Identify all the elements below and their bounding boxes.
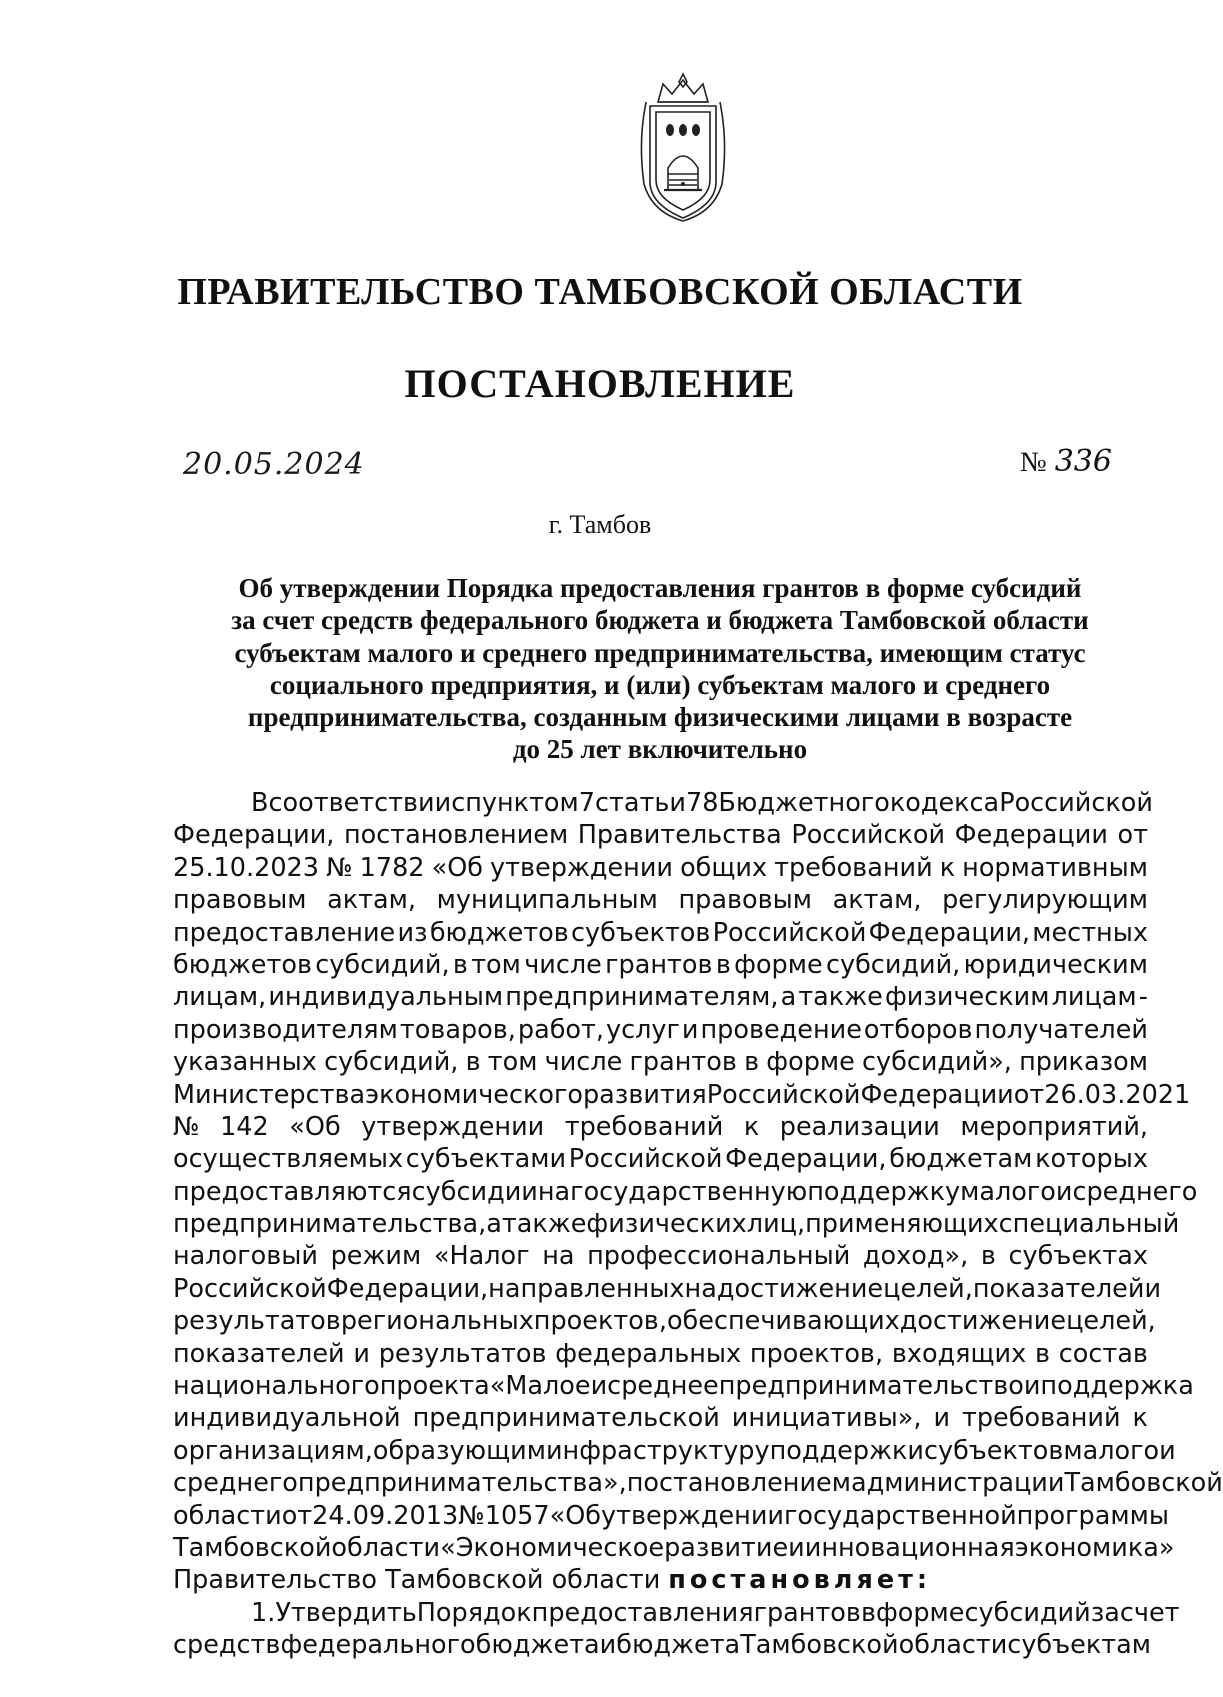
word: субсидий, (324, 1047, 459, 1078)
word: «Экономическое (440, 1532, 665, 1563)
word: специальный (998, 1209, 1180, 1240)
word: и (1144, 1273, 1162, 1304)
word: предпринимательства», (297, 1468, 627, 1499)
word: 1057 (484, 1500, 550, 1531)
word: 25.10.2023 (173, 852, 320, 883)
word: также (798, 982, 883, 1013)
word: предоставляются (173, 1176, 412, 1207)
word: производителям (173, 1014, 398, 1045)
word: бюджетов (429, 917, 569, 948)
word: в (452, 949, 468, 980)
word: и (788, 1532, 805, 1563)
word: экономика» (1014, 1532, 1175, 1563)
word: проектов, (533, 1306, 667, 1337)
body-line (173, 917, 1148, 949)
word: образующим (372, 1435, 546, 1466)
word: области (331, 1532, 441, 1563)
word: № (173, 1111, 200, 1142)
word: «Об (431, 852, 483, 883)
word: и (1055, 1176, 1073, 1207)
word: числе (544, 1047, 623, 1078)
word: утверждении (361, 1111, 545, 1142)
word: 78 (685, 788, 719, 818)
word: форме (734, 949, 823, 980)
word: достижение (899, 1306, 1067, 1337)
word: в (465, 1047, 481, 1078)
body-line (173, 1176, 1198, 1208)
word: субсидий, (825, 949, 961, 980)
heading-line: субъектам малого и среднего предпринимательства, имеющим статус (234, 637, 1086, 668)
word: указанных (173, 1047, 317, 1078)
word: Федерации, (868, 917, 1031, 948)
word: программы (1016, 1500, 1169, 1531)
word: развитие (664, 1532, 789, 1563)
word: режим (330, 1241, 422, 1272)
word: Тамбовской (173, 1532, 332, 1563)
body-line (173, 1435, 1176, 1467)
word: реализации (779, 1111, 940, 1142)
word: на (684, 1273, 717, 1304)
word: и (933, 1403, 951, 1434)
word: и (353, 1338, 370, 1369)
word: проекта (379, 1371, 490, 1402)
word: субсидий (964, 1597, 1091, 1628)
word: Тамбовской (740, 1630, 899, 1661)
word: 26.03.2021 (1044, 1079, 1191, 1110)
word: поддержка (1040, 1371, 1194, 1402)
body-line (173, 787, 1153, 819)
body-line (173, 1143, 1148, 1175)
word: осуществляемых (173, 1144, 404, 1175)
word: на (537, 1176, 571, 1207)
word: регулирующим (942, 885, 1148, 916)
document-body (173, 787, 1223, 1662)
word: 142 (220, 1111, 269, 1142)
word: поддержки (769, 1435, 924, 1466)
heading-line: до 25 лет включительно (512, 734, 808, 765)
word: субъектах (1008, 1241, 1148, 1272)
word: из (397, 917, 428, 948)
word: экономического (365, 1079, 583, 1110)
word: Российской (173, 1273, 327, 1304)
word: состав (1058, 1338, 1148, 1369)
word: направленных (488, 1273, 685, 1304)
word: администрации (850, 1468, 1065, 1499)
heading-line: предпринимательства, созданным физическими лицами в возрасте (247, 702, 1073, 733)
word: грантов (629, 1047, 737, 1078)
word: с (451, 788, 466, 818)
word: лицам (1051, 982, 1137, 1013)
word: среднего (1072, 1176, 1198, 1207)
closing-line (173, 1564, 1148, 1596)
word: в (860, 1597, 876, 1628)
word: бюджета (616, 1630, 741, 1661)
word: статьи (595, 788, 686, 818)
body-line (173, 1079, 1191, 1111)
word: актам, (832, 885, 922, 916)
word: области (173, 1500, 282, 1531)
word: Федерации, (326, 1273, 489, 1304)
word: Федерации (860, 1079, 1014, 1110)
word: индивидуальным (268, 982, 504, 1013)
body-line (173, 884, 1148, 916)
word: в (1034, 1338, 1050, 1369)
word: бюджета (475, 1630, 600, 1661)
word: правовым (173, 885, 307, 916)
word: «Налог (433, 1241, 530, 1272)
word: поддержку (807, 1176, 961, 1207)
word: требований (962, 1403, 1121, 1434)
word: лиц, (746, 1209, 806, 1240)
word: к (1132, 1403, 1148, 1434)
word: бюджетам (889, 1144, 1033, 1175)
document-number (1020, 444, 1112, 479)
word: предпринимательство (718, 1371, 1024, 1402)
word: № (458, 1500, 485, 1531)
word: соответствии (268, 788, 452, 818)
word: доход», (862, 1241, 969, 1272)
word: общих (680, 852, 768, 883)
word: 1782 (359, 852, 425, 883)
word: юридическим (963, 949, 1148, 980)
body-line (173, 1208, 1180, 1240)
body-line (173, 1370, 1194, 1402)
word: правовым (678, 885, 812, 916)
word: субсидий, (315, 949, 450, 980)
word: целей, (1066, 1306, 1156, 1337)
handwritten-date: 20.05.2024 (183, 447, 365, 482)
word: государственной (784, 1500, 1017, 1531)
word: профессиональный (587, 1241, 851, 1272)
word: национального (173, 1371, 380, 1402)
word: Правительства (577, 820, 782, 851)
item-line (173, 1629, 1151, 1661)
tambov-coat-of-arms-icon (628, 72, 738, 222)
word: малого (960, 1176, 1056, 1207)
word: и (590, 1371, 608, 1402)
word: физических (586, 1209, 747, 1240)
word: актам, (327, 885, 417, 916)
word: получателей (974, 1014, 1148, 1045)
word: Российской (999, 788, 1153, 818)
city: г. Тамбов (548, 510, 652, 539)
word: к (743, 1111, 760, 1142)
word: применяющих (805, 1209, 999, 1240)
document-type: ПОСТАНОВЛЕНИЕ (404, 361, 796, 406)
word: Российской (568, 1144, 723, 1175)
word: 1. (251, 1597, 276, 1628)
word: и (599, 1630, 617, 1661)
body-line (173, 1014, 1148, 1046)
word: Тамбовской (1064, 1468, 1223, 1499)
body-line (173, 852, 1148, 884)
body-line (173, 1305, 1156, 1337)
closing-prefix: Правительство Тамбовской области (173, 1565, 661, 1596)
word: достижение (716, 1273, 884, 1304)
word: в (715, 949, 731, 980)
word: Бюджетного (718, 788, 890, 818)
word: Российской (712, 917, 867, 948)
word: также (501, 1209, 587, 1240)
word: местных (1032, 917, 1148, 948)
word: том (487, 1047, 538, 1078)
word: от (1117, 820, 1148, 851)
word: от (281, 1500, 313, 1531)
word: постановлением (626, 1468, 851, 1499)
word: целей, (883, 1273, 973, 1304)
word: счет (1119, 1597, 1180, 1628)
word: федерального (280, 1630, 476, 1661)
body-line (173, 949, 1148, 981)
word: от (1013, 1079, 1045, 1110)
word: пунктом (465, 788, 579, 818)
word: утверждении (490, 852, 674, 883)
word: субъектам (1007, 1630, 1151, 1661)
word: индивидуальной (173, 1403, 401, 1434)
word: грантов (753, 1597, 861, 1628)
body-line (173, 1467, 1223, 1499)
word: «Об (549, 1500, 602, 1531)
closing-verb: постановляет: (668, 1565, 932, 1596)
word: Порядок (416, 1597, 532, 1628)
handwritten-number: 336 (1054, 444, 1112, 479)
body-line (173, 1111, 1148, 1143)
word: которых (1035, 1144, 1148, 1175)
word: форме (766, 1047, 855, 1078)
word: предпринимательской (412, 1403, 720, 1434)
word: 24.09.2013 (312, 1500, 459, 1531)
word: государственную (570, 1176, 808, 1207)
word: показателей (173, 1338, 345, 1369)
word: утверждении (601, 1500, 784, 1531)
word: в (980, 1241, 996, 1272)
word: федеральных (555, 1338, 742, 1369)
word: Федерации, (173, 820, 335, 851)
word: предпринимателям, (505, 982, 779, 1013)
word: малого (1063, 1435, 1160, 1466)
word: проведение (700, 1014, 862, 1045)
word: субъектов (923, 1435, 1064, 1466)
word: требований (774, 852, 933, 883)
word: организациям, (173, 1435, 373, 1466)
word: субъектами (405, 1144, 567, 1175)
word: показателей (972, 1273, 1145, 1304)
word: результатов (378, 1338, 547, 1369)
heading-line: социального предприятия, и (или) субъектам малого и среднего (269, 669, 1051, 700)
word: В (251, 788, 269, 818)
body-line (173, 1338, 1148, 1370)
word: входящих (891, 1338, 1027, 1369)
word: постановлением (343, 820, 569, 851)
word: отборов (863, 1014, 973, 1045)
word: за (1090, 1597, 1120, 1628)
word: том (471, 949, 521, 980)
body-line (173, 819, 1148, 851)
word: предоставление (173, 917, 396, 948)
word: а (486, 1209, 502, 1240)
word: инициативы», (731, 1403, 922, 1434)
word: Российской (791, 820, 946, 851)
word: предоставления (531, 1597, 754, 1628)
word: и (1159, 1435, 1176, 1466)
heading-line: за счет средств федерального бюджета и бюджета Тамбовской области (231, 605, 1089, 636)
word: субсидий», (862, 1047, 1012, 1078)
word: работ, (517, 1014, 604, 1045)
body-line (173, 1500, 1169, 1532)
word: услуг (606, 1014, 680, 1045)
word: инновационная (804, 1532, 1015, 1563)
word: и (1023, 1371, 1041, 1402)
body-line (173, 1273, 1162, 1305)
word: грантов (605, 949, 713, 980)
word: субсидии (411, 1176, 538, 1207)
word: мероприятий, (960, 1111, 1148, 1142)
word: и (681, 1014, 699, 1045)
word: приказом (1019, 1047, 1148, 1078)
word: «Малое (489, 1371, 591, 1402)
word: Утвердить (275, 1597, 417, 1628)
word: инфраструктуру (545, 1435, 770, 1466)
heading-line: Об утверждении Порядка предоставления грантов в форме субсидий (238, 573, 1082, 603)
word: предпринимательства, (173, 1209, 487, 1240)
word: бюджетов (173, 949, 312, 980)
word: Российской (706, 1079, 861, 1110)
word: нормативным (962, 852, 1148, 883)
body-line (173, 1402, 1148, 1434)
body-line (173, 1240, 1148, 1272)
word: лицам, (173, 982, 267, 1013)
item-line (173, 1597, 1180, 1629)
word: муниципальным (436, 885, 658, 916)
word: - (1138, 982, 1148, 1013)
body-line (173, 1532, 1175, 1564)
word: субъектов (571, 917, 711, 948)
word: региональных (340, 1306, 534, 1337)
body-line (173, 981, 1148, 1013)
word: обеспечивающих (666, 1306, 900, 1337)
word: на (542, 1241, 575, 1272)
word: к (939, 852, 956, 883)
word: средств (173, 1630, 281, 1661)
word: Федерации (954, 820, 1108, 851)
organization-title: ПРАВИТЕЛЬСТВО ТАМБОВСКОЙ ОБЛАСТИ (177, 271, 1023, 313)
word: в (744, 1047, 760, 1078)
word: форме (875, 1597, 965, 1628)
word: проектов, (749, 1338, 884, 1369)
document-heading (200, 572, 1120, 766)
word: области (898, 1630, 1008, 1661)
word: физическим (884, 982, 1050, 1013)
word: а (780, 982, 797, 1013)
word: требований (564, 1111, 724, 1142)
word: товаров, (399, 1014, 516, 1045)
word: среднее (607, 1371, 719, 1402)
word: результатов (173, 1306, 341, 1337)
number-sign: № (1020, 447, 1047, 478)
word: Федерации, (725, 1144, 887, 1175)
body-line (173, 1046, 1148, 1078)
word: «Об (289, 1111, 341, 1142)
word: налоговый (173, 1241, 318, 1272)
word: 7 (578, 788, 595, 818)
word: Министерства (173, 1079, 366, 1110)
word: кодекса (889, 788, 1000, 818)
word: среднего (173, 1468, 298, 1499)
word: № (326, 852, 353, 883)
word: развития (582, 1079, 707, 1110)
word: числе (524, 949, 602, 980)
